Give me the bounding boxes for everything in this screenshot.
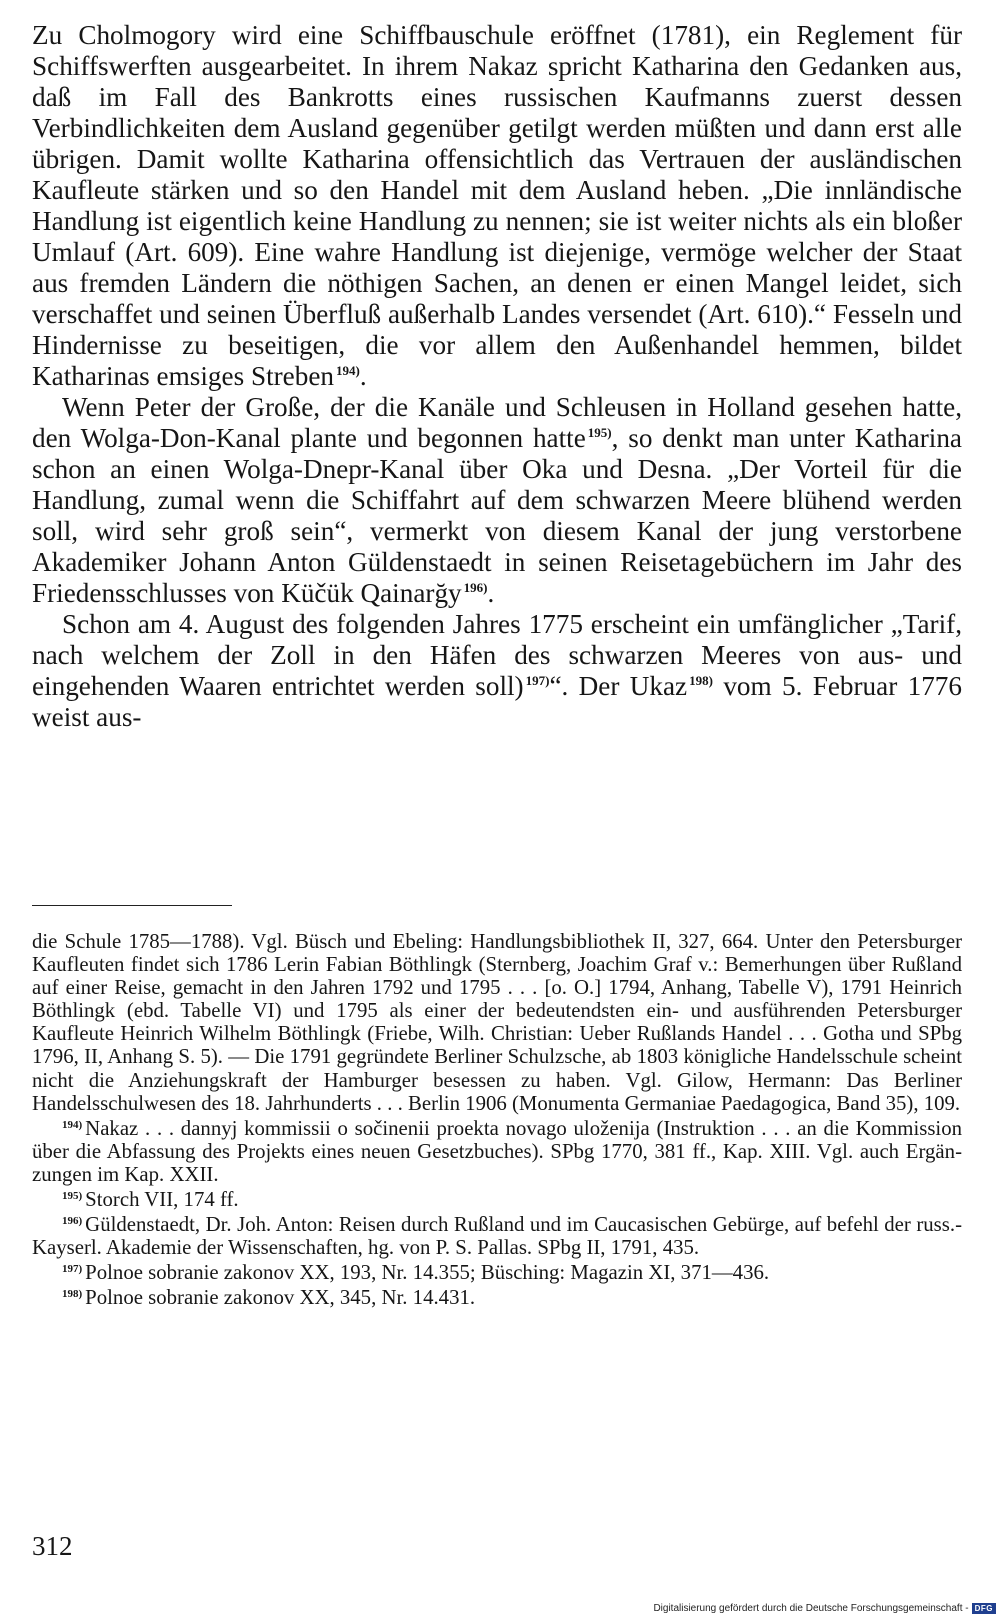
paragraph-3-text-b: “. Der Ukaz bbox=[549, 671, 688, 701]
footnote-text: Polnoe sobranie zakonov XX, 345, Nr. 14.431. bbox=[85, 1286, 476, 1310]
footnote-194 bbox=[32, 1117, 962, 1186]
footnote-ref-195[interactable]: 195) bbox=[587, 425, 612, 440]
footnote-ref-194[interactable]: 194) bbox=[336, 363, 360, 378]
paragraph-3-text-a: Schon am 4. August des folgenden Jahres 1775 erscheint ein umfänglicher „Tarif, nach welchem der Zoll in den Häfen des schwarzen Meeres von aus- und eingehenden Waaren entrichtet werden soll) bbox=[32, 609, 962, 701]
digitization-credit bbox=[653, 1603, 996, 1614]
dfg-logo-icon: DFG bbox=[972, 1603, 996, 1614]
footnotes bbox=[32, 930, 962, 1310]
page-body bbox=[32, 20, 962, 733]
footnote-text: Nakaz . . . dannyj kommissii o sočinenii proekta novago uloženija (Instruktion . . . an die Kommission über die Abfassung des Projekts eines neuen Gesetzbuches). SPbg 1770, 381 ff., Kap. XIII. Vgl. auch Ergänzungen im Kap. XXII. bbox=[32, 1116, 962, 1186]
footnote-number: 195) bbox=[62, 1190, 83, 1203]
page-number: 312 bbox=[32, 1531, 73, 1561]
paragraph-2-end: . bbox=[487, 578, 495, 608]
footnote-ref-197[interactable]: 197) bbox=[525, 673, 550, 688]
paragraph-1 bbox=[32, 20, 962, 392]
footnote-number: 198) bbox=[62, 1288, 83, 1301]
footnote-separator bbox=[32, 905, 232, 906]
footnote-text: Güldenstaedt, Dr. Joh. Anton: Reisen durch Rußland und im Caucasischen Gebürge, auf befehl der russ.-Kayserl. Akademie der Wissenschaften, hg. von P. S. Pallas. SPbg II, 1791, 435. bbox=[32, 1213, 962, 1260]
paragraph-3-text-c: vom 5. Februar 1776 weist aus- bbox=[32, 671, 962, 732]
footnote-continued: die Schule 1785—1788). Vgl. Büsch und Ebeling: Handlungsbibliothek II, 327, 664. Unter den Petersburger Kaufleuten findet sich 1786 Lerin Fabian Böthlingk (Sternberg, Joachim Graf v.: Bemerhungen über Rußland auf einer Reise, gemacht in den Jahren 1792 und 1795 . . . [o. O.] 1794, Anhang, Tabelle V), 1791 Heinrich Böthlingk (ebd. Tabelle VI) und 1795 als einer der bedeutendsten ein- und ausführenden Petersburger Kaufleute Heinrich Wilhelm Böthlingk (Friebe, Wilh. Christian: Ueber Rußlands Handel . . . Gotha und SPbg 1796, II, Anhang S. 5). — Die 1791 gegründete Berliner Schulzsche, ab 1803 königliche Handelsschule scheint nicht die Anziehungskraft der Hamburger besessen zu haben. Vgl. Gilow, Hermann: Das Berliner Handelsschulwesen des 18. Jahrhunderts . . . Berlin 1906 (Monumenta Germaniae Paedagogica, Band 35), 109. bbox=[32, 930, 962, 1115]
paragraph-1-text: Zu Cholmogory wird eine Schiffbauschule eröffnet (1781), ein Reglement für Schiffswerften ausgearbeitet. In ihrem Nakaz spricht Katharina den Gedanken aus, daß im Fall des Bankrotts eines russischen Kaufmanns zuerst dessen Verbindlichkeiten dem Ausland gegenüber getilgt werden müßten und dann erst alle übrigen. Damit wollte Katharina offensichtlich das Vertrauen der ausländischen Kaufleute stärken und so den Handel mit dem Ausland heben. „Die innländische Handlung ist eigentlich keine Handlung zu nennen; sie ist weiter nichts als ein bloßer Umlauf (Art. 609). Eine wahre Handlung ist diejenige, vermöge welcher der Staat aus fremden Ländern die nöthigen Sachen, an denen er einen Mangel leidet, sich verschaffet und seinen Überfluß außerhalb Landes versendet (Art. 610).“ Fesseln und Hindernisse zu beseitigen, die vor allem den Außenhandel hemmen, bildet Katharinas emsiges Streben bbox=[32, 20, 962, 391]
footnote-number: 194) bbox=[62, 1118, 83, 1131]
credit-text: Digitalisierung gefördert durch die Deutsche Forschungsgemeinschaft - bbox=[653, 1603, 969, 1614]
main-text bbox=[32, 20, 962, 733]
footnote-ref-196[interactable]: 196) bbox=[463, 580, 488, 595]
footnote-text: Storch VII, 174 ff. bbox=[85, 1188, 239, 1212]
footnote-195 bbox=[32, 1188, 962, 1211]
footnote-number: 197) bbox=[62, 1263, 83, 1276]
footnote-number: 196) bbox=[62, 1215, 83, 1228]
paragraph-2 bbox=[32, 392, 962, 609]
footnote-ref-198[interactable]: 198) bbox=[689, 673, 713, 688]
paragraph-2-text-b: , so denkt man unter Katharina schon an einen Wolga-Dnepr-Kanal über Oka und Desna. „Der Vorteil für die Handlung, zumal wenn die Schiffahrt auf dem schwarzen Meere blühend werden soll, wird sehr groß sein“, vermerkt von diesem Kanal der jung verstorbene Akademiker Johann Anton Güldenstaedt in seinen Reisetagebüchern im Jahr des Friedensschlusses von Küčük Qainarğy bbox=[32, 423, 962, 608]
paragraph-2-text-a: Wenn Peter der Große, der die Kanäle und Schleusen in Holland gesehen hatte, den Wolga-Don-Kanal plante und begonnen hatte bbox=[32, 392, 962, 453]
footnote-197 bbox=[32, 1261, 962, 1284]
paragraph-3 bbox=[32, 609, 962, 733]
footnote-196 bbox=[32, 1213, 962, 1259]
paragraph-1-end: . bbox=[359, 361, 367, 391]
footnote-text: Polnoe sobranie zakonov XX, 193, Nr. 14.355; Büsching: Magazin XI, 371—436. bbox=[85, 1261, 770, 1285]
footnote-198 bbox=[32, 1286, 962, 1309]
